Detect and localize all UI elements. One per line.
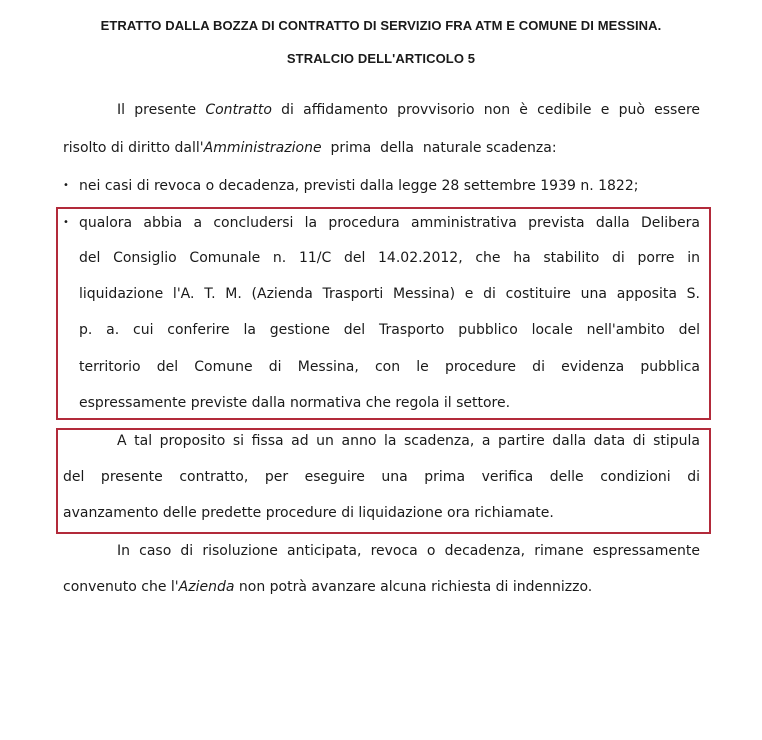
bullet-2-line-2: del Consiglio Comunale n. 11/C del 14.02.2012, che ha stabilito di porre in [79, 250, 700, 266]
emphasis-amministrazione: Amministrazione [203, 140, 322, 156]
highlight-box-1 [56, 207, 711, 420]
paragraph-3-line-1: In caso di risoluzione anticipata, revoca o decadenza, rimane espressamente [117, 543, 700, 559]
bullet-2-line-3: liquidazione l'A. T. M. (Azienda Trasporti Messina) e di costituire una apposita S. [79, 286, 700, 302]
paragraph-1-line-1 [117, 100, 700, 120]
bullet-marker: • [63, 180, 69, 191]
text-fragment: risolto di diritto dall' [63, 140, 204, 156]
paragraph-2-line-1: A tal proposito si fissa ad un anno la scadenza, a partire dalla data di stipula [117, 433, 700, 449]
document-subtitle: STRALCIO DELL'ARTICOLO 5 [286, 51, 476, 66]
document-title: ETRATTO DALLA BOZZA DI CONTRATTO DI SERVIZIO FRA ATM E COMUNE DI MESSINA. [100, 18, 662, 33]
text-fragment: di affidamento provvisorio non è cedibile e può essere [271, 102, 701, 118]
emphasis-contratto: Contratto [205, 102, 272, 118]
bullet-2-line-1: qualora abbia a concludersi la procedura amministrativa prevista dalla Delibera [79, 215, 700, 231]
paragraph-2-line-2: del presente contratto, per eseguire una prima verifica delle condizioni di [63, 469, 700, 485]
bullet-2-line-6: espressamente previste dalla normativa che regola il settore. [79, 395, 511, 411]
paragraph-2-line-3: avanzamento delle predette procedure di liquidazione ora richiamate. [63, 505, 554, 521]
bullet-2-line-5: territorio del Comune di Messina, con le procedure di evidenza pubblica [79, 359, 700, 375]
text-fragment: convenuto che l' [63, 579, 179, 595]
emphasis-azienda: Azienda [178, 579, 235, 595]
bullet-2-line-4: p. a. cui conferire la gestione del Trasporto pubblico locale nell'ambito del [79, 322, 700, 338]
text-fragment: prima della naturale scadenza: [321, 140, 557, 156]
text-fragment: Il presente [117, 102, 206, 118]
paragraph-3-line-2 [63, 577, 592, 597]
bullet-1-line-1: nei casi di revoca o decadenza, previsti dalla legge 28 settembre 1939 n. 1822; [79, 178, 639, 194]
bullet-marker: • [63, 217, 69, 228]
paragraph-1-line-2 [63, 138, 557, 158]
text-fragment: non potrà avanzare alcuna richiesta di indennizzo. [234, 579, 593, 595]
